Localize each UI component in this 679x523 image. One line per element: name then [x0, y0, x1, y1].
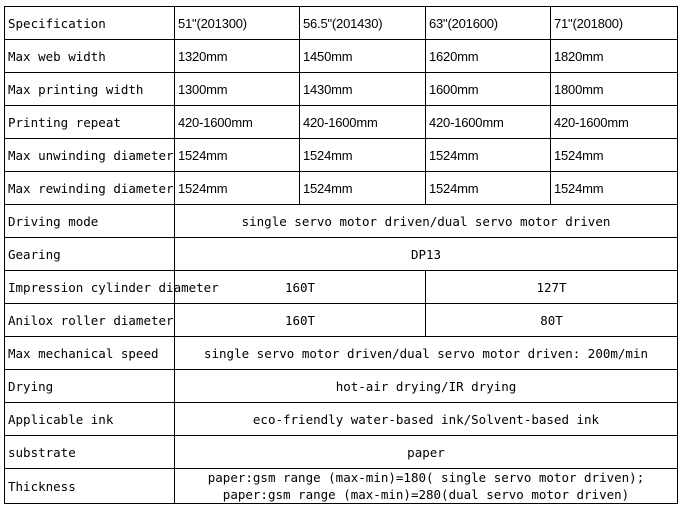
cell-value: 1524mm: [551, 172, 678, 205]
row-label: substrate: [5, 436, 175, 469]
model-header: 71"(201800): [551, 7, 678, 40]
cell-value: 160T: [175, 271, 426, 304]
cell-value: 1600mm: [426, 73, 551, 106]
model-header: 56.5"(201430): [300, 7, 426, 40]
row-label: Max rewinding diameter: [5, 172, 175, 205]
table-row: [5, 337, 678, 370]
cell-value: 1524mm: [300, 172, 426, 205]
thickness-line: paper:gsm range (max-min)=280(dual servo motor driven): [222, 487, 630, 502]
row-label: Thickness: [5, 469, 175, 504]
row-label: Max printing width: [5, 73, 175, 106]
cell-value: single servo motor driven/dual servo motor driven: [175, 205, 678, 238]
row-label: Max unwinding diameter: [5, 139, 175, 172]
table-row: [5, 172, 678, 205]
cell-value: DP13: [175, 238, 678, 271]
table-row: [5, 304, 678, 337]
table-row: [5, 403, 678, 436]
table-row: [5, 40, 678, 73]
row-label: Impression cylinder diameter: [5, 271, 175, 304]
cell-value: 420-1600mm: [300, 106, 426, 139]
header-row: [5, 7, 678, 40]
table-row: [5, 106, 678, 139]
cell-value: 1620mm: [426, 40, 551, 73]
header-label: Specification: [5, 7, 175, 40]
table-row: [5, 205, 678, 238]
table-row: [5, 436, 678, 469]
cell-value: single servo motor driven/dual servo motor driven: 200m/min: [175, 337, 678, 370]
model-header: 63"(201600): [426, 7, 551, 40]
cell-value: 1320mm: [175, 40, 300, 73]
cell-value: 420-1600mm: [426, 106, 551, 139]
row-label: Max web width: [5, 40, 175, 73]
cell-value: 1524mm: [175, 172, 300, 205]
cell-value: 80T: [426, 304, 678, 337]
row-label: Gearing: [5, 238, 175, 271]
table-row: [5, 370, 678, 403]
cell-value: paper: [175, 436, 678, 469]
cell-value: 1524mm: [300, 139, 426, 172]
cell-value: 1820mm: [551, 40, 678, 73]
row-label: Applicable ink: [5, 403, 175, 436]
row-label: Anilox roller diameter: [5, 304, 175, 337]
model-header: 51"(201300): [175, 7, 300, 40]
cell-value: 1524mm: [426, 139, 551, 172]
cell-value: 1430mm: [300, 73, 426, 106]
row-label: Printing repeat: [5, 106, 175, 139]
cell-value: 1524mm: [551, 139, 678, 172]
table-row: [5, 139, 678, 172]
table-row: [5, 271, 678, 304]
cell-value: 1450mm: [300, 40, 426, 73]
cell-value: 420-1600mm: [175, 106, 300, 139]
cell-value: 420-1600mm: [551, 106, 678, 139]
row-label: Max mechanical speed: [5, 337, 175, 370]
row-label: Driving mode: [5, 205, 175, 238]
thickness-cell: [175, 469, 678, 504]
cell-value: 1524mm: [175, 139, 300, 172]
row-label: Drying: [5, 370, 175, 403]
cell-value: 1800mm: [551, 73, 678, 106]
cell-value: 160T: [175, 304, 426, 337]
cell-value: eco-friendly water-based ink/Solvent-based ink: [175, 403, 678, 436]
table-row: [5, 73, 678, 106]
cell-value: 1300mm: [175, 73, 300, 106]
thickness-line: paper:gsm range (max-min)=180( single servo motor driven);: [207, 470, 645, 485]
cell-value: 1524mm: [426, 172, 551, 205]
specification-table: [4, 6, 678, 504]
table-row: [5, 469, 678, 504]
table-row: [5, 238, 678, 271]
cell-value: 127T: [426, 271, 678, 304]
cell-value: hot-air drying/IR drying: [175, 370, 678, 403]
